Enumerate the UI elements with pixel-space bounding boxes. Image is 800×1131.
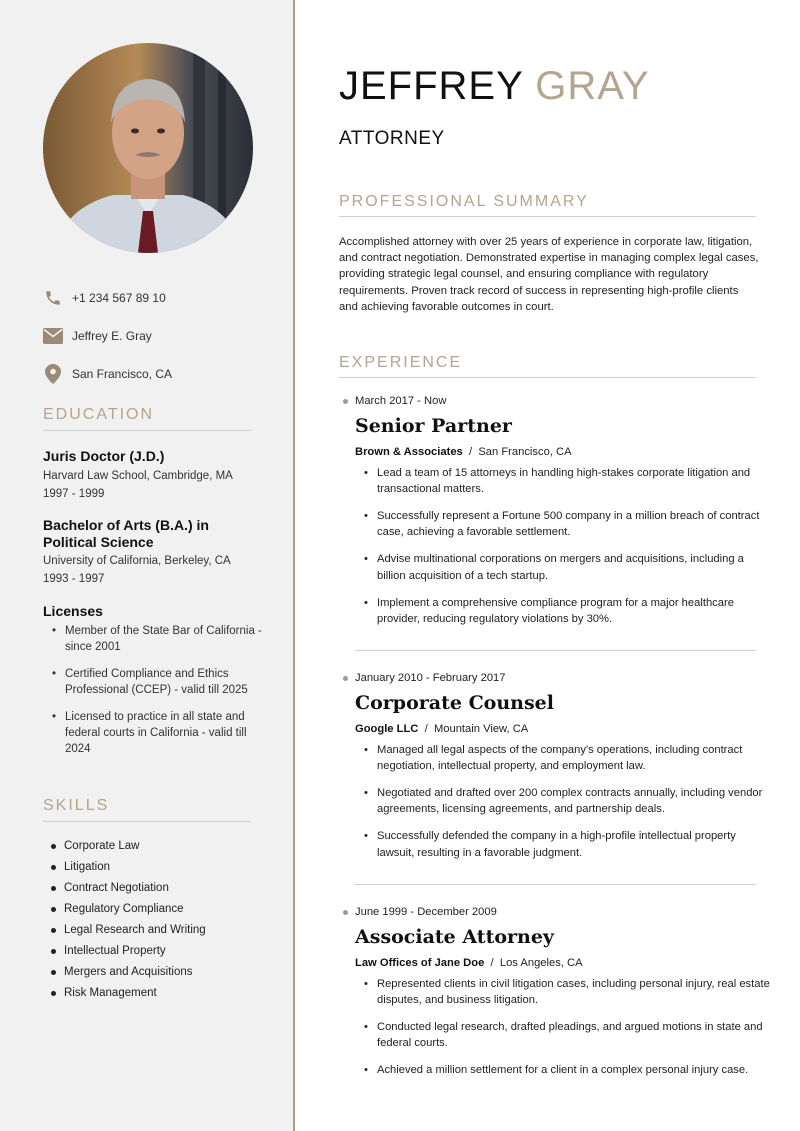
location-pin-icon [43, 364, 63, 384]
job-dates: March 2017 - Now [355, 395, 447, 407]
job-company-line [355, 446, 572, 458]
skills-list [43, 836, 206, 1004]
job-bullet: • Achieved a million settlement for a client in a complex personal injury case. [355, 1062, 775, 1078]
job-bullet: • Conducted legal research, drafted pleadings, and argued motions in state and federal courts. [355, 1019, 775, 1051]
job-bullet: • Managed all legal aspects of the company's operations, including contract negotiation, intellectual property, and employment law. [355, 742, 775, 774]
job-company-line [355, 957, 583, 969]
job-dates: January 2010 - February 2017 [355, 672, 506, 684]
job-title: Senior Partner [355, 415, 512, 437]
contact-phone [43, 286, 166, 310]
license-item: • Certified Compliance and Ethics Professional (CCEP) - valid till 2025 [43, 666, 273, 698]
skill-item: Intellectual Property [43, 941, 206, 962]
skills-heading: SKILLS [43, 797, 251, 822]
experience-heading: EXPERIENCE [339, 354, 756, 378]
phone-icon [43, 288, 63, 308]
licenses-list [43, 623, 273, 768]
job-bullet: • Represented clients in civil litigation cases, including personal injury, real estate disputes, and business litigation. [355, 976, 775, 1008]
job-title: Corporate Counsel [355, 692, 554, 714]
company-location: San Francisco, CA [478, 446, 572, 458]
education-years: 1993 - 1997 [43, 573, 105, 585]
location-text: San Francisco, CA [72, 367, 173, 381]
skill-item: Mergers and Acquisitions [43, 962, 206, 983]
education-school: University of California, Berkeley, CA [43, 555, 231, 567]
company-name: Google LLC [355, 723, 419, 735]
first-name: JEFFREY [339, 64, 524, 108]
job-bullets [355, 976, 775, 1089]
job-bullet: • Advise multinational corporations on mergers and acquisitions, including a billion acquisition of a tech startup. [355, 551, 775, 583]
timeline-dot [343, 676, 348, 681]
skill-item: Litigation [43, 857, 206, 878]
license-item: • Licensed to practice in all state and federal courts in California - valid till 2024 [43, 709, 273, 757]
separator: / [462, 446, 479, 458]
education-degree: Juris Doctor (J.D.) [43, 448, 165, 464]
skill-item: Contract Negotiation [43, 878, 206, 899]
licenses-heading: Licenses [43, 603, 103, 619]
job-company-line [355, 723, 528, 735]
summary-heading: PROFESSIONAL SUMMARY [339, 193, 756, 217]
skill-item: Legal Research and Writing [43, 920, 206, 941]
job-bullets [355, 742, 775, 872]
profile-photo [43, 43, 253, 253]
timeline-dot [343, 910, 348, 915]
separator: / [484, 957, 500, 969]
company-name: Brown & Associates [355, 446, 463, 458]
last-name: GRAY [535, 64, 650, 108]
separator: / [418, 723, 434, 735]
education-heading: EDUCATION [43, 406, 251, 431]
education-years: 1997 - 1999 [43, 488, 105, 500]
job-bullet: • Successfully represent a Fortune 500 company in a million breach of contract case, achieving a favorable settlement. [355, 508, 775, 540]
skill-item: Risk Management [43, 983, 206, 1004]
job-bullets [355, 465, 775, 638]
company-location: Mountain View, CA [433, 723, 529, 735]
job-separator [355, 650, 756, 651]
education-degree: Bachelor of Arts (B.A.) in Political Science [43, 517, 209, 550]
contact-location [43, 362, 172, 386]
contact-email [43, 324, 152, 348]
job-bullet: • Lead a team of 15 attorneys in handling high-stakes corporate litigation and transactional matters. [355, 465, 775, 497]
summary-text: Accomplished attorney with over 25 years of experience in corporate law, litigation, and contract negotiation. Demonstrated expertise in managing complex legal cases, providing strategic legal counsel, and ensuring compliance with regulatory requirements. Proven track record of success in representing high-profile clients and achieving favorable outcomes in court. [339, 236, 759, 313]
sidebar [0, 0, 295, 1131]
skill-item: Regulatory Compliance [43, 899, 206, 920]
company-location: Los Angeles, CA [499, 957, 583, 969]
license-item: • Member of the State Bar of California - since 2001 [43, 623, 273, 655]
job-title: Associate Attorney [355, 926, 554, 948]
mail-icon [43, 326, 63, 346]
job-separator [355, 884, 756, 885]
job-bullet: • Implement a comprehensive compliance program for a major healthcare provider, reducing regulatory violations by 30%. [355, 595, 775, 627]
email-text: Jeffrey E. Gray [72, 329, 152, 343]
skill-item: Corporate Law [43, 836, 206, 857]
job-bullet: • Negotiated and drafted over 200 complex contracts annually, including vendor agreements, licensing agreements, and partnership deals. [355, 785, 775, 817]
company-name: Law Offices of Jane Doe [355, 957, 485, 969]
full-name [339, 64, 650, 109]
education-school: Harvard Law School, Cambridge, MA [43, 470, 233, 482]
timeline-dot [343, 399, 348, 404]
job-dates: June 1999 - December 2009 [355, 906, 497, 918]
phone-number: +1 234 567 89 10 [72, 291, 166, 305]
job-role: ATTORNEY [339, 128, 445, 149]
job-bullet: • Successfully defended the company in a high-profile intellectual property lawsuit, resulting in a favorable judgment. [355, 828, 775, 860]
